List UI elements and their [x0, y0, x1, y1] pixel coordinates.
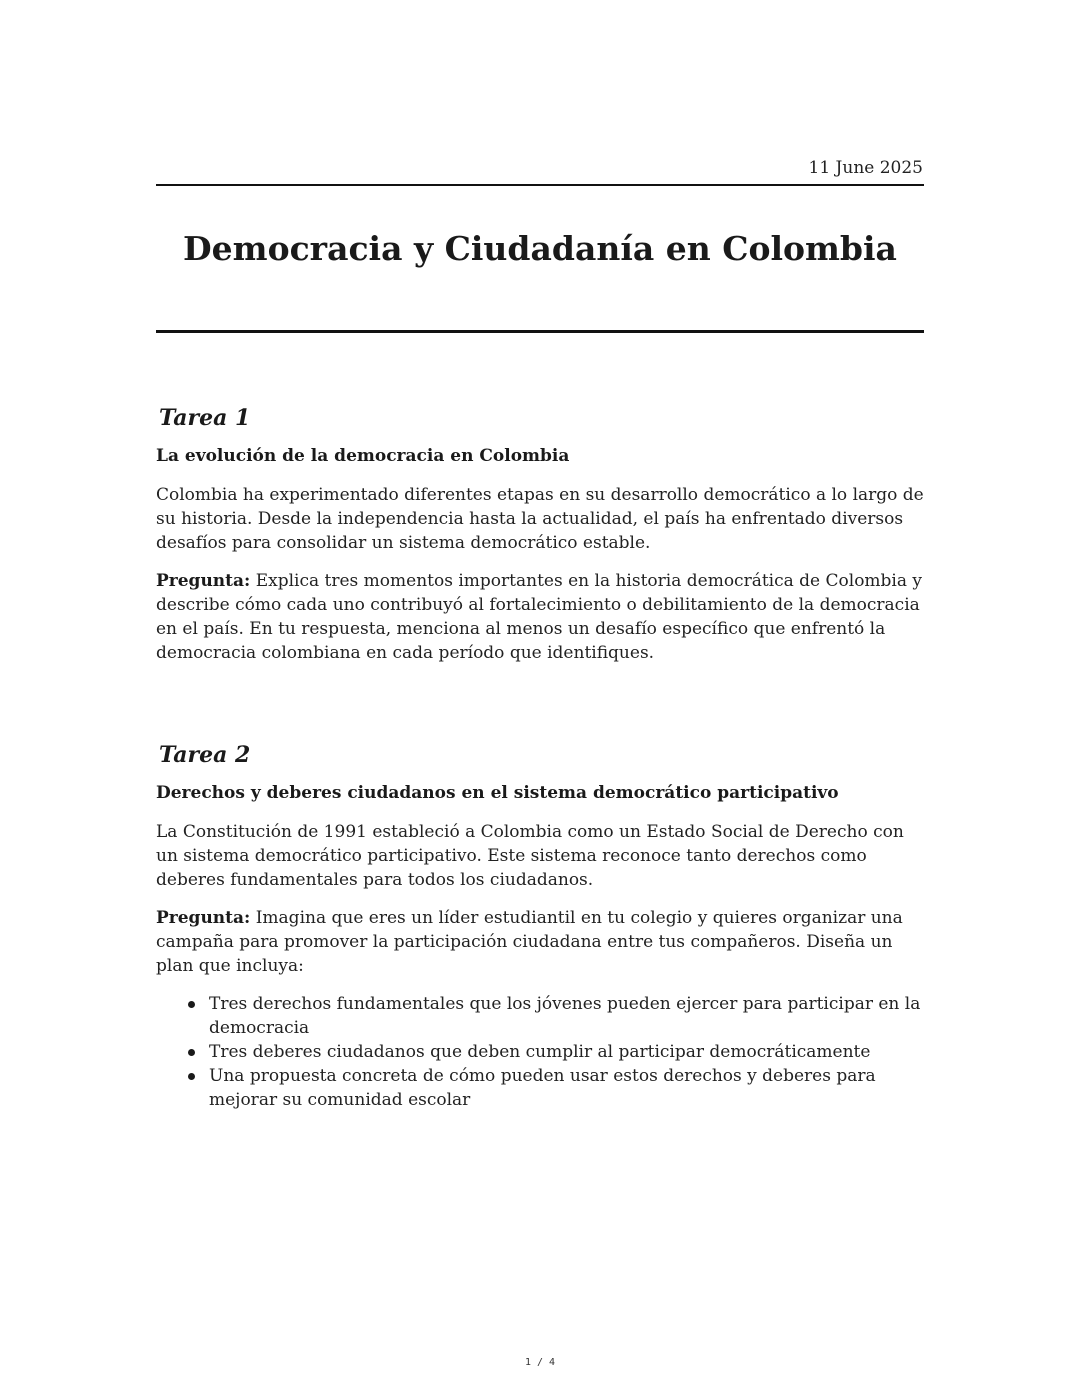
page-number: 1 / 4: [524, 1357, 556, 1368]
bullet-icon: [188, 1073, 195, 1080]
document-date: 11 June 2025: [808, 158, 923, 178]
list-item-text: Tres derechos fundamentales que los jóvenes pueden ejercer para participar en la democracia: [209, 994, 921, 1038]
task-label: Tarea 1: [159, 405, 251, 431]
task-section-1: [156, 403, 924, 665]
task-heading: La evolución de la democracia en Colombia: [156, 446, 570, 466]
task-question: [156, 569, 924, 665]
plan-requirements-list: [156, 992, 924, 1112]
bullet-icon: [188, 1001, 195, 1008]
question-text: Imagina que eres un líder estudiantil en tu colegio y quieres organizar una campaña para promover la participación ciudadana entre tus compañeros. Diseña un plan que incluya:: [156, 908, 903, 976]
task-section-2: [156, 740, 924, 1112]
header-rule: [156, 184, 924, 186]
question-text: Explica tres momentos importantes en la historia democrática de Colombia y describe cómo cada uno contribuyó al fortalecimiento o debilitamiento de la democracia en el país. En tu respuesta, menciona al menos un desafío específico que enfrentó la democracia colombiana en cada período que identifiques.: [156, 571, 923, 663]
task-heading: Derechos y deberes ciudadanos en el sistema democrático participativo: [156, 783, 839, 803]
question-label: Pregunta:: [156, 908, 251, 928]
task-question: [156, 906, 924, 978]
task-intro: Colombia ha experimentado diferentes etapas en su desarrollo democrático a lo largo de su historia. Desde la independencia hasta la actualidad, el país ha enfrentado diversos desafíos para consolidar un sistema democrático estable.: [156, 485, 924, 553]
title-rule: [156, 330, 924, 333]
question-label: Pregunta:: [156, 571, 251, 591]
list-item-text: Una propuesta concreta de cómo pueden usar estos derechos y deberes para mejorar su comunidad escolar: [209, 1066, 876, 1110]
list-item: [156, 992, 924, 1040]
list-item-text: Tres deberes ciudadanos que deben cumplir al participar democráticamente: [209, 1042, 871, 1062]
task-intro: La Constitución de 1991 estableció a Colombia como un Estado Social de Derecho con un sistema democrático participativo. Este sistema reconoce tanto derechos como deberes fundamentales para todos los ciudadanos.: [156, 822, 904, 890]
document-title: Democracia y Ciudadanía en Colombia: [183, 229, 897, 268]
bullet-icon: [188, 1049, 195, 1056]
list-item: [156, 1040, 924, 1064]
list-item: [156, 1064, 924, 1112]
task-label: Tarea 2: [159, 742, 251, 768]
